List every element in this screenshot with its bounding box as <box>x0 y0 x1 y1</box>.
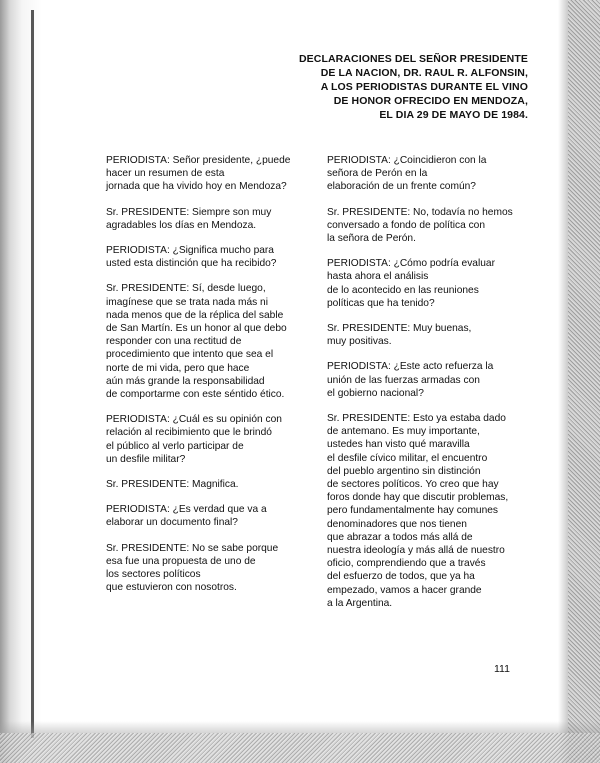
left-column <box>106 154 318 606</box>
text-line: muy positivas. <box>327 336 392 348</box>
text-line: PERIODISTA: ¿Es verdad que va a <box>106 504 267 516</box>
text-line: Sr. PRESIDENTE: Magnifica. <box>106 479 239 491</box>
text-line: conversado a fondo de política con <box>327 219 486 231</box>
text-line: de San Martín. Es un honor al que debo <box>106 323 287 335</box>
text-line: del pueblo argentino sin distinción <box>327 465 481 477</box>
dialogue-paragraph <box>327 257 532 310</box>
heading-line: EL DIA 29 DE MAYO DE 1984. <box>379 109 528 121</box>
right-column <box>327 154 532 622</box>
text-line: Sr. PRESIDENTE: Muy buenas, <box>327 323 472 335</box>
text-line: nuestra ideología y más allá de nuestro <box>327 545 505 557</box>
text-line: del esfuerzo de todos, que ya ha <box>327 571 475 583</box>
text-line: empezado, vamos a hacer grande <box>327 584 482 596</box>
page-number: 111 <box>494 663 510 675</box>
text-line: denominadores que nos tienen <box>327 518 467 530</box>
text-line: nada menos que de la réplica del sable <box>106 309 284 321</box>
text-line: hacer un resumen de esta <box>106 168 225 180</box>
text-line: PERIODISTA: ¿Este acto refuerza la <box>327 361 494 373</box>
text-line: Sr. PRESIDENTE: No, todavía no hemos <box>327 206 513 218</box>
text-line: la señora de Perón. <box>327 233 416 245</box>
text-line: usted esta distinción que ha recibido? <box>106 258 277 270</box>
text-line: responder con una rectitud de <box>106 336 242 348</box>
text-line: señora de Perón en la <box>327 168 428 180</box>
text-line: esa fue una propuesta de uno de <box>106 555 256 567</box>
page-right-shadow <box>558 0 568 763</box>
text-line: el desfile cívico militar, el encuentro <box>327 452 488 464</box>
dialogue-paragraph <box>327 322 532 348</box>
dialogue-paragraph <box>106 244 318 270</box>
text-line: PERIODISTA: ¿Cómo podría evaluar <box>327 258 495 270</box>
text-line: imagínese que se trata nada más ni <box>106 296 268 308</box>
text-line: oficio, comprendiendo que a través <box>327 558 486 570</box>
text-line: el gobierno nacional? <box>327 387 424 399</box>
text-line: Sr. PRESIDENTE: No se sabe porque <box>106 542 279 554</box>
text-line: PERIODISTA: ¿Cuál es su opinión con <box>106 414 282 426</box>
document-heading <box>298 52 528 122</box>
dialogue-paragraph <box>106 154 318 194</box>
text-line: de comportarme con este séntido ético. <box>106 389 285 401</box>
dialogue-paragraph <box>106 206 318 232</box>
dialogue-paragraph <box>106 282 318 401</box>
heading-line: DECLARACIONES DEL SEÑOR PRESIDENTE <box>299 53 528 65</box>
binding-spine <box>31 10 34 738</box>
dialogue-paragraph <box>106 542 318 595</box>
text-line: el público al verlo participar de <box>106 440 244 452</box>
text-line: Sr. PRESIDENTE: Esto ya estaba dado <box>327 413 506 425</box>
scan-border-bottom <box>0 733 600 763</box>
text-line: PERIODISTA: Señor presidente, ¿puede <box>106 155 291 166</box>
text-line: de antemano. Es muy importante, <box>327 426 480 438</box>
dialogue-paragraph <box>327 154 532 194</box>
page-left-shadow <box>0 0 42 763</box>
text-line: relación al recibimiento que le brindó <box>106 427 272 439</box>
text-line: políticas que ha tenido? <box>327 297 435 309</box>
text-line: foros donde hay que discutir problemas, <box>327 492 509 504</box>
dialogue-paragraph <box>106 478 318 491</box>
text-line: elaboración de un frente común? <box>327 181 476 193</box>
dialogue-paragraph <box>327 360 532 400</box>
text-line: Sr. PRESIDENTE: Siempre son muy <box>106 206 272 218</box>
text-line: jornada que ha vivido hoy en Mendoza? <box>106 181 287 193</box>
text-line: a la Argentina. <box>327 597 393 609</box>
heading-line: DE LA NACION, DR. RAUL R. ALFONSIN, <box>320 67 528 79</box>
text-line: ustedes han visto qué maravilla <box>327 439 470 451</box>
dialogue-paragraph <box>327 412 532 610</box>
dialogue-paragraph <box>106 503 318 529</box>
dialogue-paragraph <box>106 413 318 466</box>
text-line: de sectores políticos. Yo creo que hay <box>327 479 499 491</box>
text-line: un desfile militar? <box>106 453 186 465</box>
text-line: de lo acontecido en las reuniones <box>327 284 479 296</box>
text-line: que estuvieron con nosotros. <box>106 582 237 594</box>
scan-border-right <box>568 0 600 763</box>
text-line: aún más grande la responsabilidad <box>106 375 265 387</box>
heading-line: DE HONOR OFRECIDO EN MENDOZA, <box>333 95 528 107</box>
text-line: PERIODISTA: ¿Significa mucho para <box>106 245 274 257</box>
text-line: los sectores políticos <box>106 569 201 581</box>
text-line: hasta ahora el análisis <box>327 271 429 283</box>
text-line: Sr. PRESIDENTE: Sí, desde luego, <box>106 283 266 295</box>
text-line: unión de las fuerzas armadas con <box>327 374 480 386</box>
text-line: elaborar un documento final? <box>106 517 238 529</box>
text-line: que abrazar a todos más allá de <box>327 531 473 543</box>
text-line: norte de mi vida, pero que hace <box>106 362 250 374</box>
dialogue-paragraph <box>327 206 532 246</box>
text-line: agradables los días en Mendoza. <box>106 219 257 231</box>
text-line: PERIODISTA: ¿Coincidieron con la <box>327 155 487 166</box>
heading-line: A LOS PERIODISTAS DURANTE EL VINO <box>320 81 528 93</box>
text-line: procedimiento que intento que sea el <box>106 349 274 361</box>
text-line: pero fundamentalmente hay comunes <box>327 505 499 517</box>
page-bottom-shadow <box>0 721 600 733</box>
